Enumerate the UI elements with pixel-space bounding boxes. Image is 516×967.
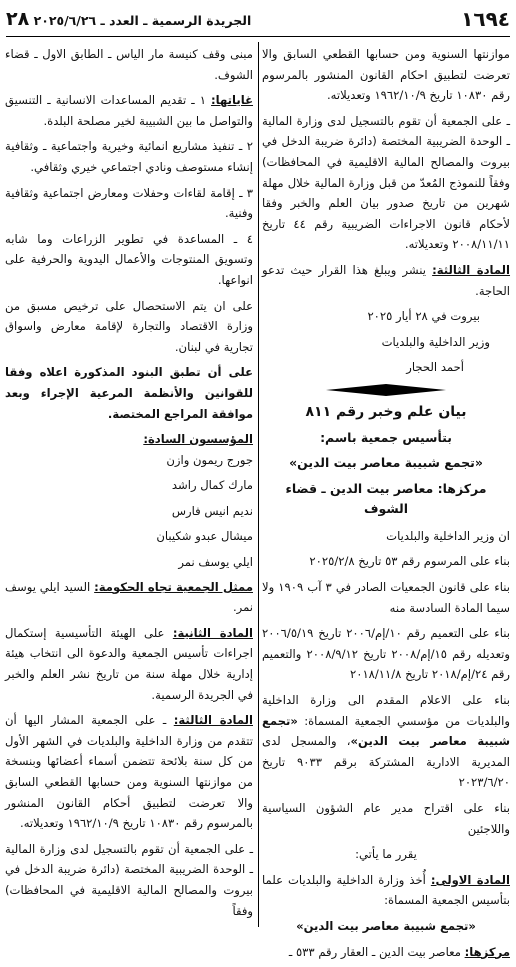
association-name-title: «تجمع شبيبة معاصر بيت الدين» xyxy=(289,455,483,471)
article-2-text: على الهيئة التأسيسية إستكمال اجراءات تأسيس الجمعية والدعوة الى انتخاب هيئة إدارية خلال مهلة سنة من تاريخ نشر العلم والخبر في الجريدة الرسمية. xyxy=(5,625,253,702)
government-representative xyxy=(5,577,253,618)
running-title xyxy=(6,8,251,30)
compliance-clause: على أن تطبق البنود المذكورة اعلاه وفقا للقوانين والأنظمة المرعية الإجراء وبعد موافقة المراجع المختصة. xyxy=(5,365,253,421)
article-3 xyxy=(5,710,253,834)
page-header xyxy=(6,4,510,34)
page-number: ١٦٩٤ xyxy=(461,7,510,31)
article-2 xyxy=(5,623,253,705)
article-3-text: ينشر ويبلغ هذا القرار حيث تدعو الحاجة. xyxy=(262,262,510,298)
license-condition: على ان يتم الاستحصال على ترخيص مسبق من وزارة الاقتصاد والتجارة لإقامة معارض واسواق تجارية في لبنان. xyxy=(5,298,253,354)
header-date: ـ ٢٠٢٥/٦/٢٦ xyxy=(33,13,105,28)
founder-name: ميشال عبدو شكيبان xyxy=(156,529,253,544)
continued-paragraph: موازنتها السنوية ومن حسابها القطعي السابق والا تعرضت لتطبيق احكام القانون المنشور بالمرسوم رقم ١٠٨٣٠ تاريخ ١٩٦٢/١٠/٩ وتعديلاته. xyxy=(262,47,510,103)
article-3-decree xyxy=(262,260,510,301)
basis-notification-registry: ، والمسجل لدى المديرية الادارية المشتركة برقم ٩٠٣٣ تاريخ ٢٠٢٣/٦/٢٠ xyxy=(262,734,511,790)
minister-name: أحمد الحجار xyxy=(406,360,464,375)
goals-label: غاياتها: xyxy=(211,93,254,108)
association-name: «تجمع شبيبة معاصر بيت الدين» xyxy=(296,918,476,933)
basis-decree: بناء على المرسوم رقم ٥٣ تاريخ ٢٠٢٥/٢/٨ xyxy=(309,554,510,569)
left-column xyxy=(5,44,253,926)
article-1 xyxy=(262,870,510,911)
goals-2: ٢ ـ تنفيذ مشاريع انمائية وخيرية واجتماعية ـ وثقافية إنشاء مستوصف ونادي اجتماعي خيري وثقافي. xyxy=(5,139,253,174)
goals-3: ٣ ـ إقامة لقاءات وحفلات ومعارض اجتماعية وثقافية وفنية. xyxy=(5,185,253,221)
basis-notification xyxy=(262,690,510,793)
tax-registration-paragraph: ـ على الجمعية أن تقوم بالتسجيل لدى وزارة المالية ـ الوحدة الضريبية المختصة (دائرة ضريبة الدخل في بيروت والمصالح المالية الاقليمية في المحافظات) وفقاً للنموذج المُعدّ من قبل وزارة المالية خلال مهلة شهرين من تاريخ صدور بيان العلم والخبر وفقا لأحكام قانون الاجراءات الضريبية رقم ٤٤ تاريخ ٢٠٠٨/١١/١١ وتعديلاته. xyxy=(262,113,510,252)
article-1-text: أُخذ وزارة الداخلية والبلديات علما بتأسيس الجمعية المسماة: xyxy=(262,872,510,908)
article-3-label: المادة الثالثة: xyxy=(173,713,253,728)
basis-law: بناء على قانون الجمعيات الصادر في ٣ آب ١٩٠٩ ولا سيما المادة السادسة منه xyxy=(262,580,510,615)
basis-proposal: بناء على اقتراح مدير عام الشؤون السياسية واللاجئين xyxy=(262,801,510,836)
headquarters-text: معاصر بيت الدين ـ العقار رقم ٥٣٣ ـ xyxy=(288,944,465,959)
place-date: بيروت في ٢٨ أيار ٢٠٢٥ xyxy=(367,309,480,324)
notice-title: بيان علم وخبر رقم ٨١١ xyxy=(305,403,467,420)
basis-circulars: بناء على التعميم رقم ١٠/إم/٢٠٠٦ تاريخ ٢٠٠٦/٥/١٩ وتعديله رقم ١٥/إم/٢٠٠٨ تاريخ ٢٠٠٨/٩/١٢ والتعميم رقم ٢٤/إم/٢٠١٨ تاريخ ٢٠١٨/١١/٨ xyxy=(262,626,510,682)
founders-label: المؤسسون السادة: xyxy=(143,432,253,447)
article-3-label: المادة الثالثة: xyxy=(432,262,511,277)
header-gazette-name: الجريدة الرسمية ـ العدد xyxy=(109,13,252,28)
minister-title: وزير الداخلية والبلديات xyxy=(381,334,490,349)
basis-association-name: «تجمع شبيبة معاصر بيت الدين» xyxy=(262,713,511,749)
article-2-label: المادة الثانية: xyxy=(172,625,253,640)
goals-4: ٤ ـ المساعدة في تطوير الزراعات وما شابه وتسويق المنتوجات والأعمال اليدوية والحرفية على انواعها. xyxy=(5,231,253,287)
header-rule xyxy=(6,36,510,37)
founder-name: نديم انيس فارس xyxy=(171,503,253,518)
issuer-line: ان وزير الداخلية والبلديات xyxy=(386,528,510,543)
representative-name: السيد ايلي يوسف نمر. xyxy=(5,579,253,615)
founder-name: جورج ريمون وازن xyxy=(166,452,253,467)
section-divider-ornament xyxy=(326,384,446,396)
tax-registration-paragraph: ـ على الجمعية أن تقوم بالتسجيل لدى وزارة المالية ـ الوحدة الضريبية المختصة (دائرة ضريبة الدخل في بيروت والمصالح المالية الاقليمية في المحافظات) وفقاً xyxy=(5,841,253,918)
article-1-label: المادة الاولى: xyxy=(430,872,510,887)
header-issue-number: ٢٨ xyxy=(6,8,30,30)
notice-subtitle: بتأسيس جمعية باسم: xyxy=(320,429,452,445)
basis-notification-text: بناء على الاعلام المقدم الى وزارة الداخلية والبلديات من مؤسسي الجمعية المسماة: xyxy=(262,693,510,728)
article-3-text: ـ على الجمعية المشار اليها أن تتقدم من وزارة الداخلية والبلديات في الشهر الأول من كل سنة بلائحة تتضمن أسماء أعضائها وبنسخة من موازنتها السنوية ومن حسابها القطعي السابق والا تعرضت لتطبيق أحكام القانون المنشور بالمرسوم رقم ١٠٨٣٠ تاريخ ١٩٦٢/١٠/٩ وتعديلاته. xyxy=(5,713,253,831)
column-divider xyxy=(258,42,259,927)
right-column xyxy=(262,44,510,967)
association-hq-title: مركزها: معاصر بيت الدين ـ قضاء الشوف xyxy=(285,480,487,517)
headquarters-continued: مبنى وقف كنيسة مار الياس ـ الطابق الاول ـ قضاء الشوف. xyxy=(5,47,253,82)
headquarters xyxy=(262,942,510,963)
founder-name: مارك كمال راشد xyxy=(171,478,253,493)
representative-label: ممثل الجمعية تجاه الحكومة: xyxy=(94,579,253,594)
goals-1-text: ١ ـ تقديم المساعدات الانسانية ـ التنسيق والتواصل ما بين الشبيبة لخير مصلحة البلدة. xyxy=(5,93,253,128)
decides-line: يقرر ما يأتي: xyxy=(355,847,417,862)
founder-name: ايلي يوسف نمر xyxy=(178,555,253,570)
headquarters-label: مركزها: xyxy=(464,944,510,959)
goals-1 xyxy=(5,90,253,131)
